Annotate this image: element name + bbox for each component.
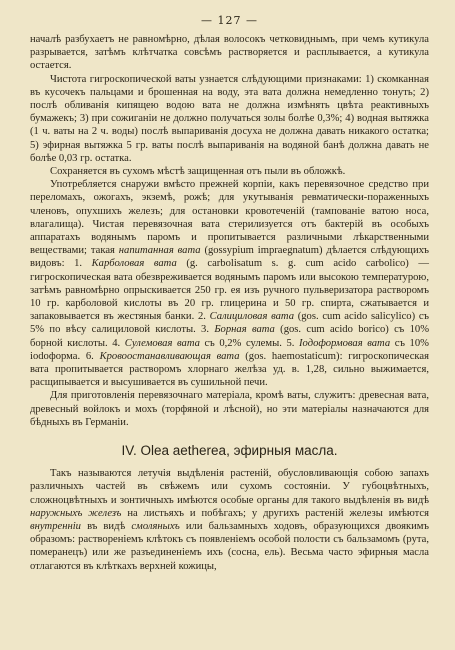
text-run: на листьяхъ и побѣгахъ; у другихъ растеній железы имѣются xyxy=(121,507,429,519)
paragraph-p6 xyxy=(30,467,429,573)
page-number: — 127 — xyxy=(201,14,258,27)
italic-term: напитанная вата xyxy=(118,245,201,257)
text-run: началѣ разбухаетъ не равномѣрно, дѣлая волосокъ четковиднымъ, при чемъ кутикула разрывается, затѣмъ клѣтчатка совсѣмъ растворяется и расплывается, а кутикула остается. xyxy=(30,34,429,72)
italic-term: Карболовая вата xyxy=(91,258,177,270)
text-run: съ 0,2% сулемы. 5. xyxy=(199,337,300,349)
italic-term: смоляныхъ xyxy=(131,520,180,532)
italic-term: Борная вата xyxy=(214,324,275,336)
italic-term: Сулемовая вата xyxy=(124,337,200,349)
italic-term: Салициловая вата xyxy=(209,311,294,323)
text-run: Употребляется снаружи вмѣсто прежней корпіи, какъ перевязочное средство при переломахъ, ожогахъ, экземѣ, рожѣ; для укутыванія ревматически-пораженныхъ членовъ, опухшихъ железъ; для остановки кровотеченій (тампованіе ватою носа, влагалища). Чистая перевязочная вата стерилизуется отъ бактерій въ особыхъ аппаратахъ водянымъ паромъ и пропитывается различными лѣкарственными веществами; такая xyxy=(30,179,429,257)
section-heading: IV. Olea aetherea, эфирныя масла. xyxy=(121,443,338,459)
italic-term: Кровоостанавливающая вата xyxy=(99,350,240,362)
text-run: (gos. cum acido salicylico) съ 5% по вѣсу салициловой кислоты. 3. xyxy=(30,311,429,336)
text-run: (gos. haemostaticum): гигроскопическая вата пропитывается растворомъ хлорнаго желѣза уд. в. 1,28, сильно выжимается, расщипывается и высушивается въ сушильной печи. xyxy=(30,350,429,389)
text-run: съ 10% iodoформа. 6. xyxy=(30,337,429,362)
paragraph-p2 xyxy=(30,73,429,165)
section-body-top xyxy=(30,33,429,429)
text-run: или бальзамныхъ ходовъ, образующихся двоякимъ образомъ: раствореніемъ клѣтокъ съ появленіемъ особой полости съ бальзамомъ (рута, померанецъ) или же разъединеніемъ ихъ (сосна, ель). Весьма часто эфирныя масла отлагаются въ клѣткахъ верхней кожицы, xyxy=(30,520,429,572)
paragraph-p4 xyxy=(30,178,429,389)
section-body-bottom xyxy=(30,467,429,573)
italic-term: Іодоформовая вата xyxy=(299,337,391,349)
text-run: въ видѣ xyxy=(80,520,132,532)
text-run: Сохраняется въ сухомъ мѣстѣ защищенная отъ пыли въ обложкѣ. xyxy=(50,166,346,178)
text-run: Для приготовленія перевязочнаго матеріала, кромѣ ваты, служитъ: древесная вата, древесный войлокъ и мохъ (торфяной и лѣсной), но эти матеріалы назначаются для бѣдныхъ въ Германіи. xyxy=(30,390,429,428)
paragraph-p1 xyxy=(30,33,429,73)
italic-term: наружныхъ железъ xyxy=(30,507,122,519)
text-run: (g. carbolisatum s. g. cum acido carbolico) — гигроскопическая вата обезвреживается водянымъ паромъ или высокою температурою, затѣмъ равномѣрно опрыскивается 250 гр. ея изъ ручного пульверизатора растворомъ 10 гр. карболовой кислоты въ 20 гр. глицерина и 50 гр. спирта, сжатывается и запаковывается въ жестяныя банки. 2. xyxy=(30,258,429,323)
text-run: Чистота гигроскопической ваты узнается слѣдующими признаками: 1) скомканная въ кусочекъ пальцами и брошенная на воду, эта вата должна немедленно тонуть; 2) послѣ обливанія кипящею водою вата не должна измѣнять цвѣта реактивныхъ бумажекъ; 3) при сожиганіи не должно получаться золы болѣе 0,3%; 4) водная вытяжка (1 ч. ваты на 2 ч. воды) послѣ выпариванія досуха не должна давать никакого остатка; 5) эфирная вытяжка 5 гр. ваты послѣ выпариванія на водяной банѣ должна давать не болѣе 0,03 гр. остатка. xyxy=(30,73,429,164)
text-run: (gossypium impraegnatum) дѣлается слѣдующихъ видовъ: 1. xyxy=(30,245,429,270)
paragraph-p5 xyxy=(30,389,429,429)
text-run: (gos. cum acido borico) съ 10% борной кислоты. 4. xyxy=(30,324,430,349)
text-run: Такъ называются летучія выдѣленія растеній, обусловливающія собою запахъ различныхъ частей въ свѣжемъ или сухомъ состояніи. У губоцвѣтныхъ, сложноцвѣтныхъ и зонтичныхъ имѣются особые органы для такого выдѣленія въ видѣ xyxy=(30,468,429,506)
paragraph-p3 xyxy=(30,165,429,178)
italic-term: внутренніи xyxy=(30,520,81,532)
